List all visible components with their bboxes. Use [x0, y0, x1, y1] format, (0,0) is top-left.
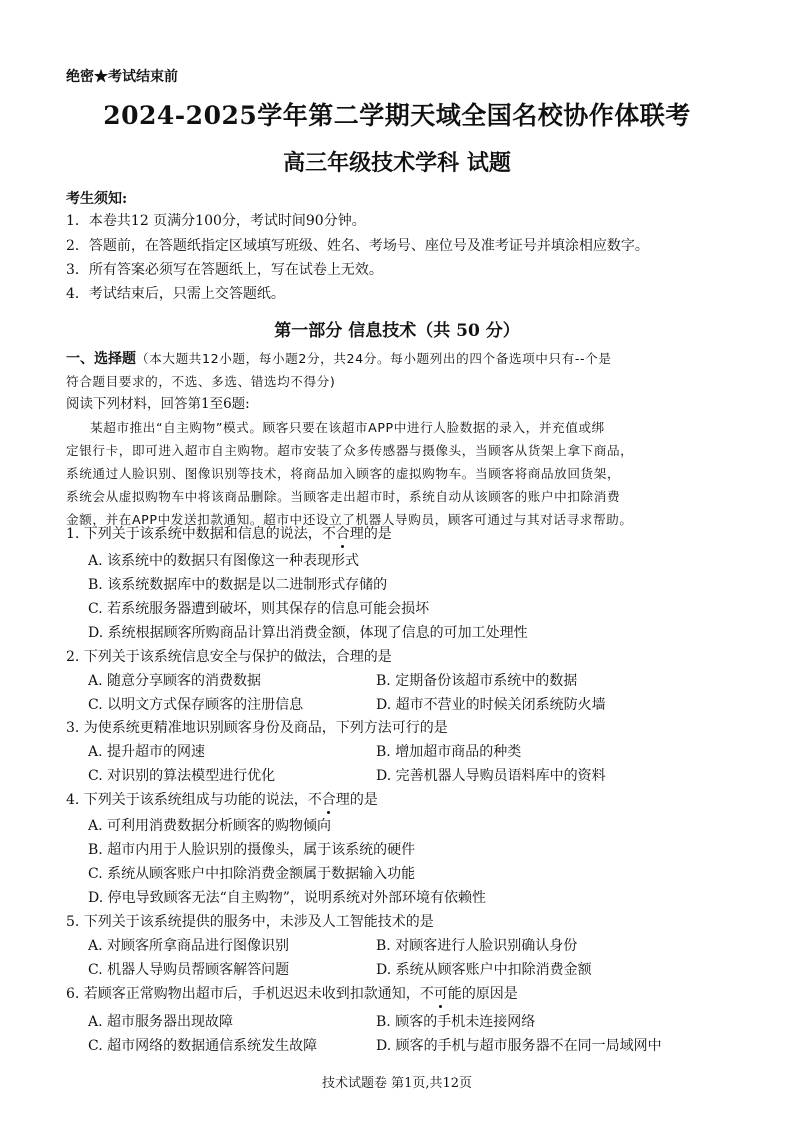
option-a[interactable]: A. 该系统中的数据只有图像这一种表现形式: [88, 553, 360, 569]
option-c[interactable]: C. 对识别的算法模型进行优化: [88, 768, 276, 784]
option-c[interactable]: C. 机器人导购员帮顾客解答问题: [88, 962, 290, 978]
emphasis: 不可能: [419, 986, 462, 1002]
material-line: 系统通过人脸识别、图像识别等技术，将商品加入顾客的虚拟购物车。当顾客将商品放回货架，: [66, 466, 621, 481]
material-line: 定银行卡，即可进入超市自主购物。超市安装了众多传感器与摄像头，当顾客从货架上拿下商品，: [66, 443, 634, 458]
confidential-mark: 绝密★考试结束前: [66, 69, 178, 85]
option-b[interactable]: B. 顾客的手机未连接网络: [376, 1014, 536, 1030]
option-c[interactable]: C. 以明文方式保存顾客的注册信息: [88, 697, 304, 713]
emphasis: 不合理: [321, 526, 364, 542]
section-label: 一、选择题: [66, 351, 136, 367]
question-stem-end: 的是: [363, 526, 392, 542]
exam-subtitle: 高三年级技术学科 试题: [283, 150, 511, 176]
material-line: 某超市推出“自主购物”模式。顾客只要在该超市APP中进行人脸数据的录入，并充值或绑: [90, 420, 605, 435]
option-a[interactable]: A. 提升超市的网速: [88, 744, 206, 760]
question-6: [66, 983, 518, 1003]
option-b[interactable]: B. 定期备份该超市系统中的数据: [376, 673, 578, 689]
section-desc-cont: 符合题目要求的，不选、多选、错选均不得分): [66, 374, 336, 389]
option-b[interactable]: B. 增加超市商品的种类: [376, 744, 522, 760]
page-footer: 技术试题卷 第1页,共12页: [321, 1076, 473, 1091]
exam-title: 2024-2025学年第二学期天域全国名校协作体联考: [103, 101, 691, 130]
option-b[interactable]: B. 对顾客进行人脸识别确认身份: [376, 938, 578, 954]
option-a[interactable]: A. 超市服务器出现故障: [88, 1014, 234, 1030]
question-1: [66, 523, 392, 543]
option-c[interactable]: C. 超市网络的数据通信系统发生故障: [88, 1038, 318, 1054]
reading-prompt: 阅读下列材料，回答第1至6题:: [66, 396, 250, 412]
material-line: 金额，并在APP中发送扣款通知。超市中还设立了机器人导购员，顾客可通过与其对话寻求帮助。: [66, 512, 633, 527]
question-3: 3. 为使系统更精准地识别顾客身份及商品，下列方法可行的是: [66, 720, 448, 736]
option-c[interactable]: C. 系统从顾客账户中扣除消费金额属于数据输入功能: [88, 866, 416, 882]
emphasis: 不合理: [307, 792, 350, 808]
notice-heading: 考生须知:: [66, 191, 128, 207]
part-title: 第一部分 信息技术（共 50 分）: [274, 321, 520, 341]
option-b[interactable]: B. 超市内用于人脸识别的摄像头，属于该系统的硬件: [88, 842, 416, 858]
question-5: 5. 下列关于该系统提供的服务中，未涉及人工智能技术的是: [66, 914, 434, 930]
option-d[interactable]: D. 超市不营业的时候关闭系统防火墙: [376, 697, 606, 713]
notice-item: 3．所有答案必须写在答题纸上，写在试卷上无效。: [66, 262, 383, 278]
option-a[interactable]: A. 对顾客所拿商品进行图像识别: [88, 938, 290, 954]
question-stem: 4. 下列关于该系统组成与功能的说法，: [66, 792, 308, 808]
option-d[interactable]: D. 系统从顾客账户中扣除消费金额: [376, 962, 592, 978]
notice-item: 4．考试结束后，只需上交答题纸。: [66, 286, 285, 302]
question-stem: 6. 若顾客正常购物出超市后，手机迟迟未收到扣款通知，: [66, 986, 420, 1002]
option-d[interactable]: D. 系统根据顾客所购商品计算出消费金额，体现了信息的可加工处理性: [88, 625, 528, 641]
question-stem-end: 的是: [349, 792, 378, 808]
option-c[interactable]: C. 若系统服务器遭到破坏，则其保存的信息可能会损坏: [88, 601, 430, 617]
option-d[interactable]: D. 顾客的手机与超市服务器不在同一局域网中: [376, 1038, 662, 1054]
option-d[interactable]: D. 完善机器人导购员语料库中的资料: [376, 768, 606, 784]
option-b[interactable]: B. 该系统数据库中的数据是以二进制形式存储的: [88, 577, 388, 593]
option-a[interactable]: A. 可利用消费数据分析顾客的购物倾向: [88, 818, 332, 834]
option-a[interactable]: A. 随意分享顾客的消费数据: [88, 673, 262, 689]
question-stem-end: 的原因是: [461, 986, 518, 1002]
question-stem: 1. 下列关于该系统中数据和信息的说法，: [66, 526, 322, 542]
material-line: 系统会从虚拟购物车中将该商品删除。当顾客走出超市时，系统自动从该顾客的账户中扣除消费: [66, 489, 621, 504]
question-2: 2. 下列关于该系统信息安全与保护的做法，合理的是: [66, 649, 392, 665]
notice-item: 1．本卷共12 页满分100分，考试时间90分钟。: [66, 213, 366, 229]
question-4: [66, 789, 378, 809]
section-desc: （本大题共12小题，每小题2分，共24分。每小题列出的四个备选项中只有--个是: [136, 351, 612, 366]
notice-item: 2．答题前，在答题纸指定区域填写班级、姓名、考场号、座位号及准考证号并填涂相应数字。: [66, 238, 649, 254]
option-d[interactable]: D. 停电导致顾客无法“自主购物”，说明系统对外部环境有依赖性: [88, 890, 486, 906]
section-heading: [66, 347, 728, 371]
